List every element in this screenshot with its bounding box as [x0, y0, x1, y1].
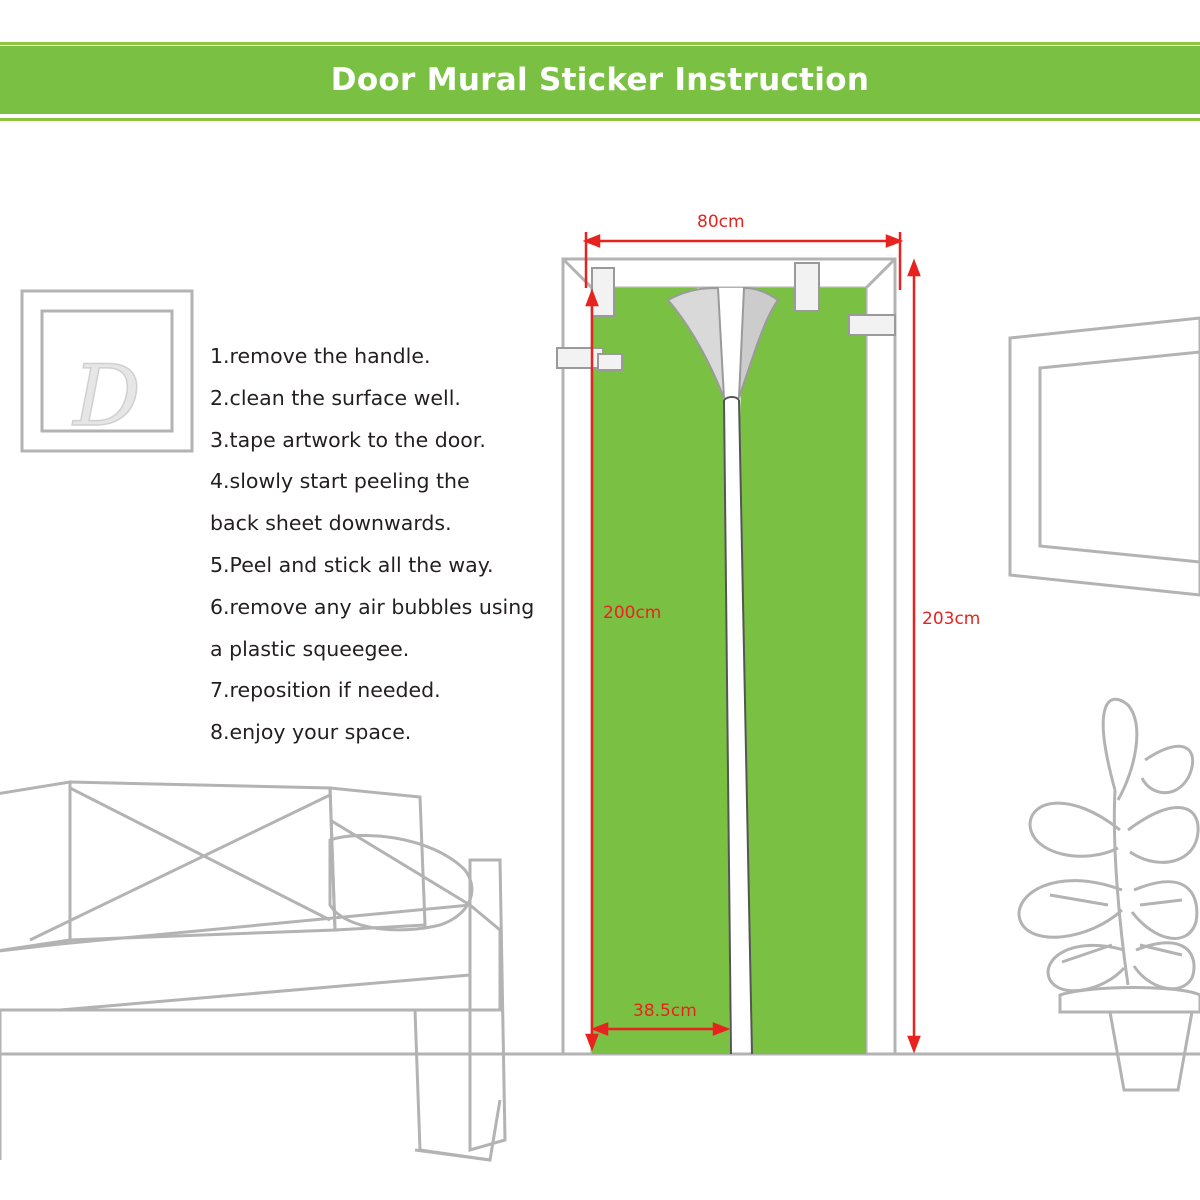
list-item: back sheet downwards. — [210, 511, 452, 536]
page-title: Door Mural Sticker Instruction — [330, 62, 870, 98]
list-item: 3.tape artwork to the door. — [210, 427, 486, 452]
list-item: 4.slowly start peeling the — [210, 469, 470, 494]
list-item: 8.enjoy your space. — [210, 720, 412, 745]
list-item: 5.Peel and stick all the way. — [210, 552, 494, 577]
frame-letter: D — [73, 347, 141, 445]
sofa-icon — [0, 782, 505, 1160]
list-item: 1.remove the handle. — [210, 344, 431, 368]
dimension-label-width: 80cm — [697, 212, 745, 232]
instruction-list — [210, 336, 540, 754]
dimension-label-sticker-height: 200cm — [603, 603, 662, 623]
list-item: 6.remove any air bubbles using — [210, 594, 535, 619]
list-item: 7.reposition if needed. — [210, 678, 441, 703]
window-icon — [1010, 318, 1200, 595]
list-item: a plastic squeegee. — [210, 636, 410, 661]
dimension-label-door-height: 203cm — [922, 609, 981, 629]
list-item: 2.clean the surface well. — [210, 385, 461, 410]
door-sticker — [592, 288, 866, 1054]
dimension-label-panel-width: 38.5cm — [633, 1001, 697, 1021]
potted-plant-icon — [1019, 699, 1200, 1090]
